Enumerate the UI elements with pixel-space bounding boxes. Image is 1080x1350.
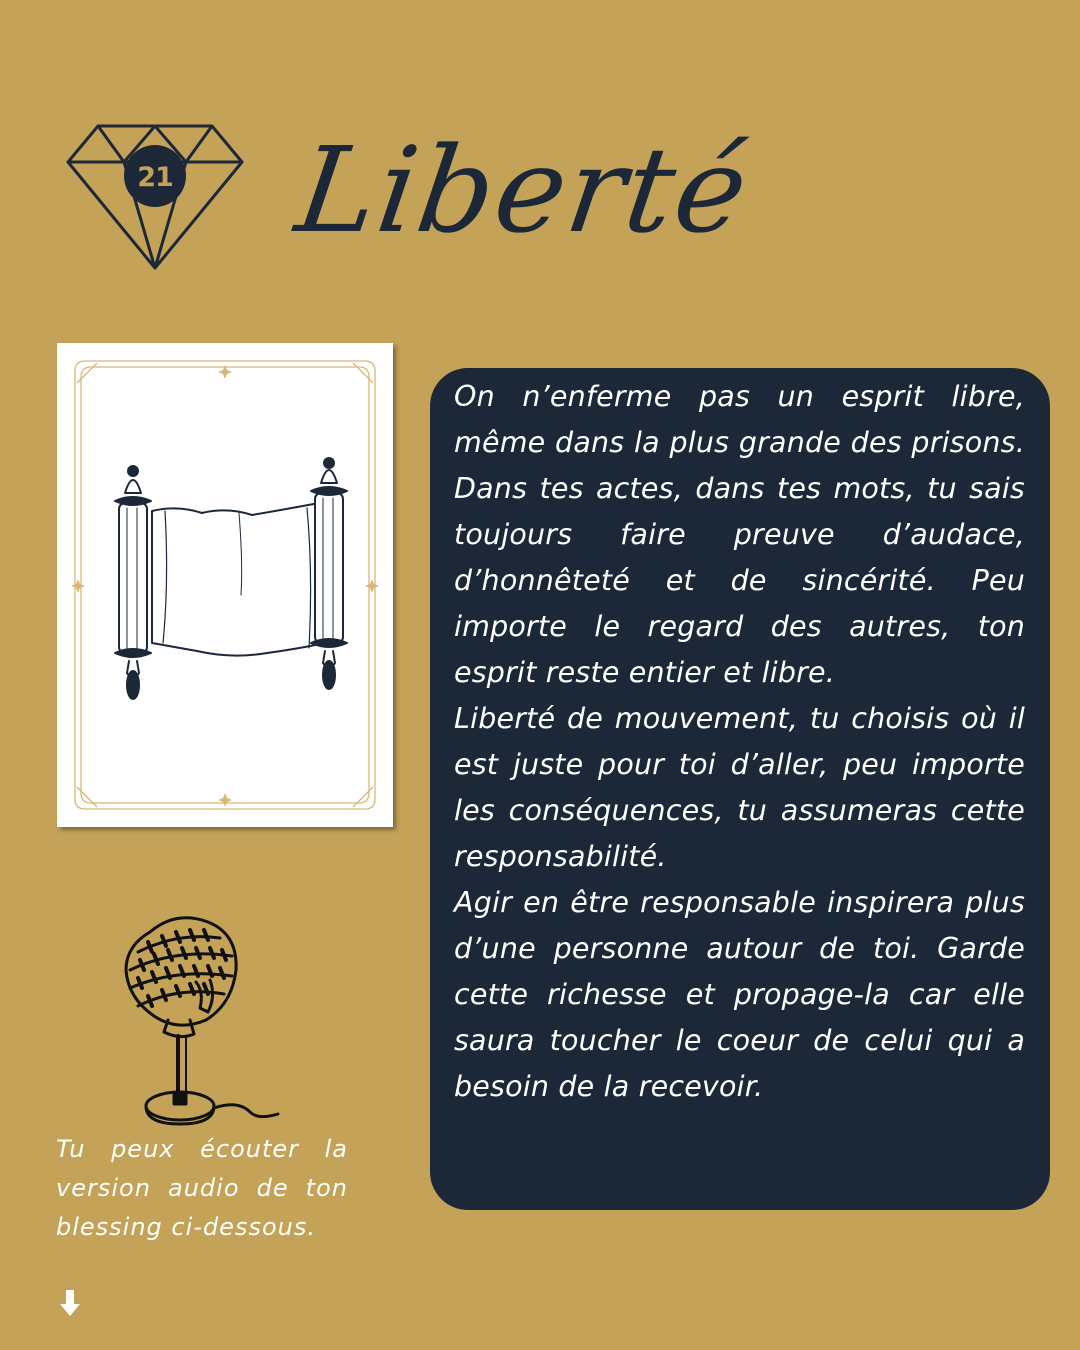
microphone-icon: [108, 912, 286, 1137]
message-paragraph-2: Liberté de mouvement, tu choisis où il est juste pour toi d’aller, peu importe les conséquences, tu assumeras cette responsabilité.: [454, 702, 1025, 873]
page-title: Liberté: [288, 121, 758, 259]
blessing-message: [430, 368, 1050, 1210]
message-paragraph-3: Agir en être responsable inspirera plus d’une personne autour de toi. Garde cette richesse et propage-la car elle saura toucher le coeur de celui qui a besoin de la recevoir.: [454, 886, 1025, 1103]
scroll-icon: [115, 458, 347, 699]
badge-number: 21: [137, 161, 173, 193]
card-frame: [57, 343, 393, 827]
header: [0, 0, 1080, 300]
arrow-down-icon: [58, 1288, 82, 1320]
blessing-card: [57, 343, 393, 827]
message-paragraph-1: On n’enferme pas un esprit libre, même dans la plus grande des prisons. Dans tes actes, dans tes mots, tu sais toujours faire preuve d’audace, d’honnêteté et de sincérité. Peu importe le regard des autres, ton esprit reste entier et libre.: [454, 380, 1025, 689]
audio-caption: Tu peux écouter la version audio de ton blessing ci-dessous.: [56, 1135, 348, 1241]
